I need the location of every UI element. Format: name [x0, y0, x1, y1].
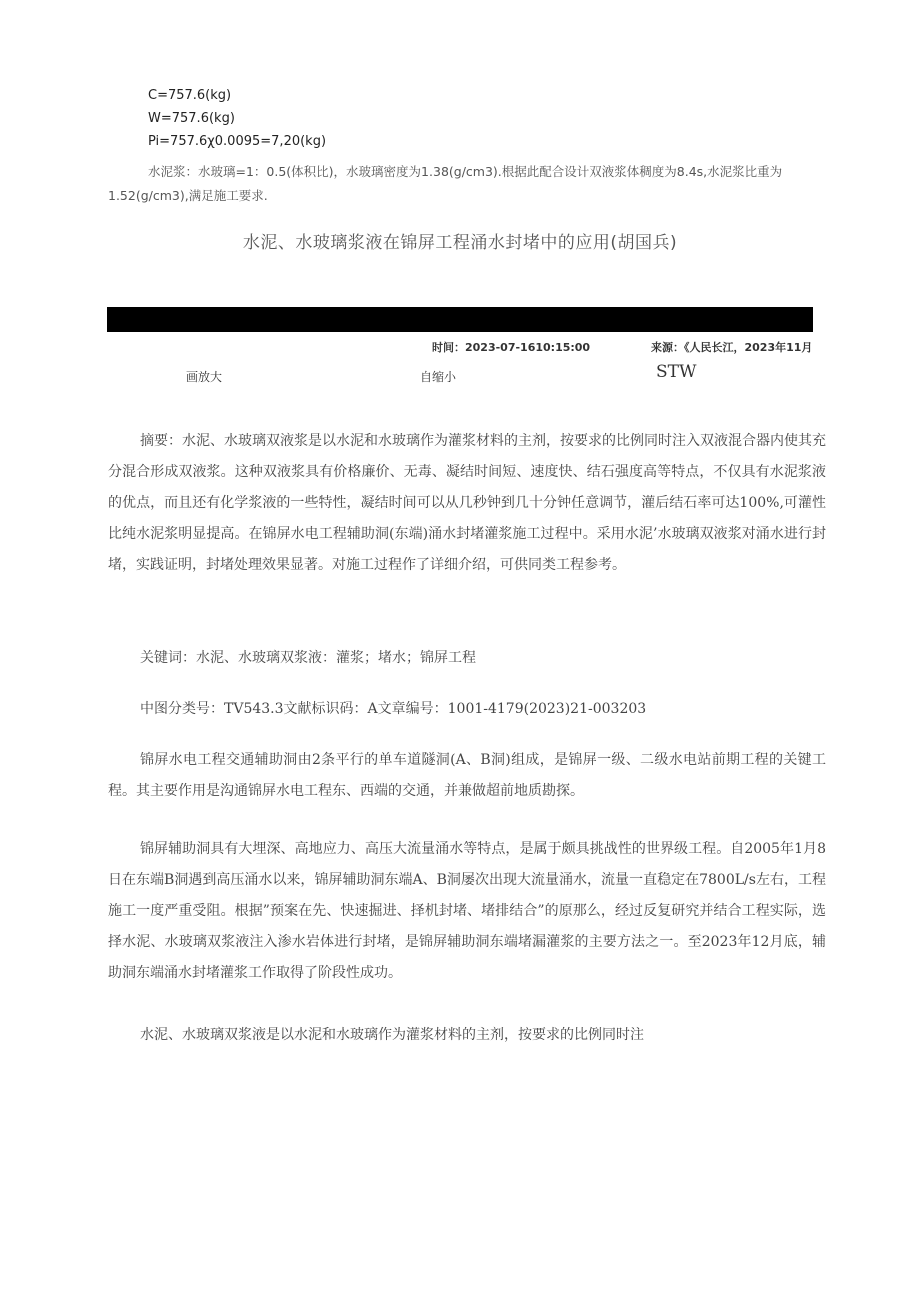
body-paragraph-3: 水泥、水玻璃双浆液是以水泥和水玻璃作为灌浆材料的主剂，按要求的比例同时注 — [140, 1027, 644, 1043]
ratio-note: 水泥浆：水玻璃=1：0.5(体积比)，水玻璃密度为1.38(g/cm3).根据此配合设计双液浆体稠度为8.4s,水泥浆比重为1.52(g/cm3),满足施工要求. — [108, 164, 783, 203]
zoom-out-button[interactable]: 自缩小 — [420, 370, 457, 384]
article-title: 水泥、水玻璃浆液在锦屏工程涌水封堵中的应用(胡国兵) — [242, 233, 678, 253]
publish-time: 时间：2023-07-1610:15:00 — [432, 341, 591, 354]
formula-c: C=757.6(kg) — [148, 88, 232, 103]
formula-pi: Pi=757.6χ0.0095=7,20(kg) — [148, 134, 327, 149]
keywords-paragraph: 关键词：水泥、水玻璃双浆液：灌浆；堵水；锦屏工程 — [140, 650, 476, 666]
body-paragraph-1: 锦屏水电工程交通辅助洞由2条平行的单车道隧洞(A、B洞)组成，是锦屏一级、二级水电站前期工程的关键工程。其主要作用是沟通锦屏水电工程东、西端的交通，并兼做超前地质勘探。 — [108, 752, 826, 799]
abstract-paragraph: 摘要：水泥、水玻璃双液浆是以水泥和水玻璃作为灌浆材料的主剂，按要求的比例同时注入双液混合器内使其充分混合形成双液浆。这种双液浆具有价格廉价、无毒、凝结时间短、速度快、结石强度高等特点，不仅具有水泥浆液的优点，而且还有化学浆液的一些特性，凝结时间可以从几秒钟到几十分钟任意调节，灌后结石率可达100%,可灌性比纯水泥浆明显提高。在锦屏水电工程辅助洞(东端)涌水封堵灌浆施工过程中。采用水泥’水玻璃双液浆对涌水进行封堵，实践证明，封堵处理效果显著。对施工过程作了详细介绍，可供同类工程参考。 — [108, 433, 826, 573]
article-source: 来源：《人民长江，2023年11月 — [651, 341, 813, 354]
formula-w: W=757.6(kg) — [148, 111, 235, 126]
body-paragraph-2: 锦屏辅助洞具有大埋深、高地应力、高压大流量涌水等特点，是属于颇具挑战性的世界级工程。自2005年1月8日在东端B洞遇到高压涌水以来，锦屏辅助洞东端A、B洞屡次出现大流量涌水，流量一直稳定在7800L/s左右，工程施工一度严重受阻。根据”预案在先、快速掘进、择机封堵、堵排结合”的原那么，经过反复研究并结合工程实际，选择水泥、水玻璃双浆液注入渗水岩体进行封堵，是锦屏辅助洞东端堵漏灌浆的主要方法之一。至2023年12月底，辅助洞东端涌水封堵灌浆工作取得了阶段性成功。 — [108, 841, 826, 981]
redacted-banner — [107, 307, 813, 332]
zoom-in-button[interactable]: 画放大 — [186, 370, 223, 384]
stw-button[interactable]: STW — [656, 362, 697, 382]
classification-paragraph: 中图分类号：TV543.3文献标识码：A文章编号：1001-4179(2023)21-003203 — [140, 701, 647, 717]
